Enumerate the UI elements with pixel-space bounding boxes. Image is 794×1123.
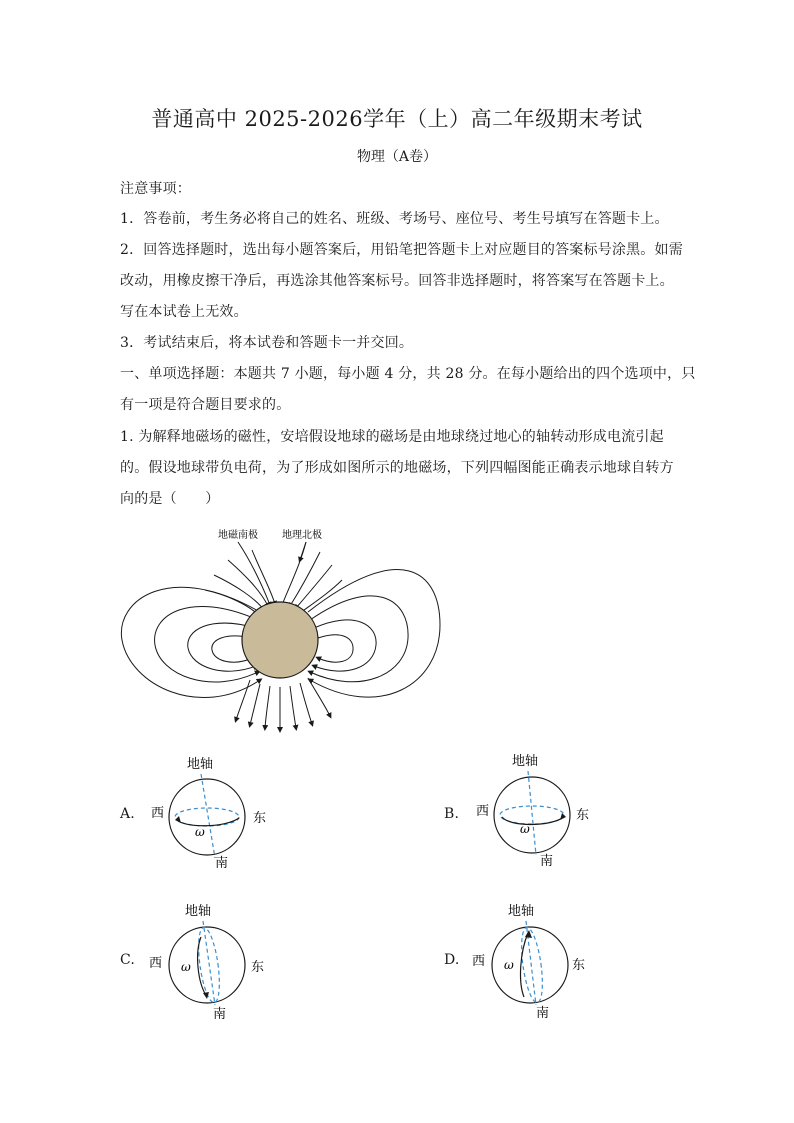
axis-label: 地轴: [508, 904, 535, 919]
label-geographic-north: 地理北极: [282, 530, 322, 541]
south-label: 南: [536, 1006, 550, 1021]
axis-label: 地轴: [512, 754, 539, 769]
west-label: 西: [472, 954, 486, 969]
omega-label: ω: [195, 825, 205, 839]
option-a-label: A.: [120, 806, 135, 822]
notice-line-1: 1．答卷前，考生务必将自己的姓名、班级、考场号、座位号、考生号填写在答题卡上。: [120, 211, 669, 227]
west-label: 西: [476, 804, 490, 819]
south-label: 南: [213, 1007, 227, 1022]
west-label: 西: [149, 956, 163, 971]
option-c-label: C.: [120, 952, 136, 968]
label-magnetic-south: 地磁南极: [218, 530, 258, 541]
east-label: 东: [253, 811, 267, 826]
option-b-label: B.: [444, 806, 460, 822]
omega-label: ω: [520, 822, 530, 836]
notice-line-5: 3．考试结束后，将本试卷和答题卡一并交回。: [120, 335, 414, 351]
option-d-figure: [470, 897, 610, 1022]
west-label: 西: [151, 806, 165, 821]
question-1-line-2: 的。假设地球带负电荷，为了形成如图所示的地磁场，下列四幅图能正确表示地球自转方: [120, 460, 674, 476]
omega-label: ω: [181, 960, 191, 974]
page-subtitle: 物理（A卷）: [356, 149, 438, 165]
notice-heading: 注意事项：: [120, 181, 191, 197]
notice-line-3: 改动，用橡皮擦干净后，再选涂其他答案标号。回答非选择题时，将答案写在答题卡上。: [120, 273, 674, 289]
earth-sphere: [242, 602, 318, 678]
option-c-figure: [145, 897, 285, 1022]
notice-line-4: 写在本试卷上无效。: [120, 304, 248, 320]
question-1-line-3: 向的是（ ）: [120, 491, 220, 507]
option-a-figure: [145, 750, 285, 875]
east-label: 东: [572, 958, 586, 973]
east-label: 东: [576, 808, 590, 823]
section-heading-1: 一、单项选择题：本题共 7 小题，每小题 4 分，共 28 分。在每小题给出的四个选项中，只: [120, 366, 696, 382]
geomagnetic-field-figure: [110, 520, 450, 735]
axis-label: 地轴: [185, 904, 212, 919]
east-label: 东: [251, 960, 265, 975]
option-d-label: D.: [444, 952, 460, 968]
page-title: 普通高中 2025-2026学年（上）高二年级期末考试: [151, 107, 643, 131]
south-label: 南: [215, 856, 229, 871]
section-heading-2: 有一项是符合题目要求的。: [120, 397, 291, 413]
question-1-line-1: 1. 为解释地磁场的磁性，安培假设地球的磁场是由地球绕过地心的轴转动形成电流引起: [120, 429, 664, 445]
omega-label: ω: [504, 958, 514, 972]
notice-line-2: 2．回答选择题时，选出每小题答案后，用铅笔把答题卡上对应题目的答案标号涂黑。如需: [120, 242, 683, 258]
axis-label: 地轴: [187, 757, 214, 772]
south-label: 南: [540, 854, 554, 869]
option-b-figure: [470, 745, 610, 870]
